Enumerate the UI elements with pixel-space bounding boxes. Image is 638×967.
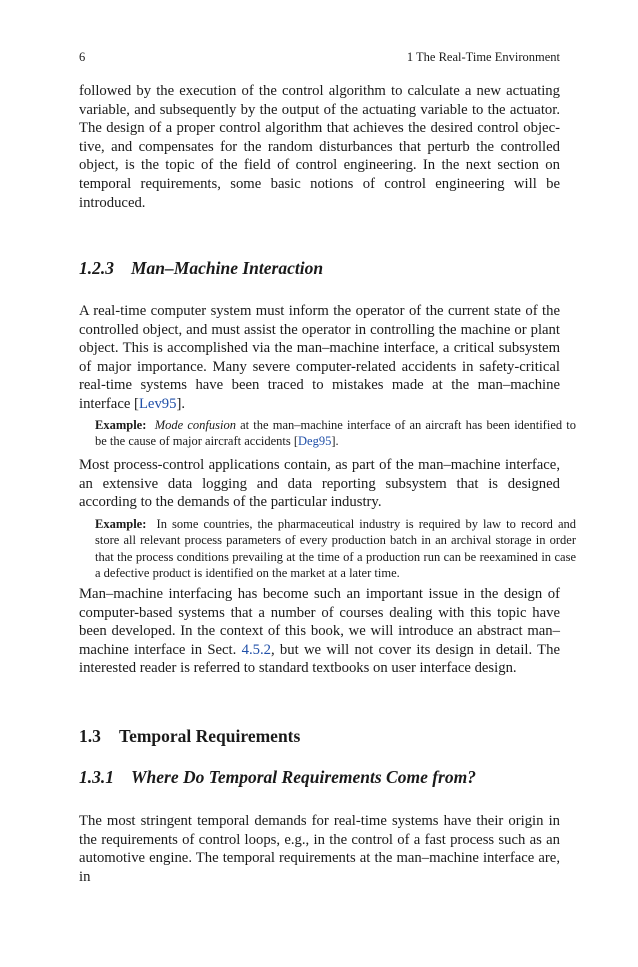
citation-link-lev95[interactable]: Lev95 <box>138 395 177 412</box>
section-number: 1.2.3 <box>79 258 114 278</box>
ref-bracket-open: [ <box>293 434 299 449</box>
example-text: In some countries, the pharmaceutical industry is required by law to record and store all relevant process parameters of every production batch in an archival storage in order that the process conditions prevailing at the time of a production run can be reexamined in case a defective product is identified on the market at a later time. <box>95 517 576 581</box>
example-label: Example: <box>95 418 147 432</box>
section-link-4-5-2[interactable]: 4.5.2 <box>241 641 271 658</box>
section-number: 1.3.1 <box>79 767 114 787</box>
paragraph-man-machine-interface <box>79 302 560 414</box>
section-title: Temporal Requirements <box>119 726 301 746</box>
citation-link-deg95[interactable]: Deg95 <box>298 434 332 449</box>
ref-bracket-close: ]. <box>176 395 186 412</box>
example-mode-confusion <box>95 417 576 450</box>
example-pharmaceutical <box>95 516 576 582</box>
paragraph-control-engineering: followed by the execution of the control algorithm to calculate a new actuating variable, and subsequently by the output of the actuating variable to the actuator. The design of a proper control algorithm that achieves the desired control objective, and compensates for the random disturbances that perturb the controlled object, is the topic of the field of control engineering. In the next section on temporal requirements, some basic notions of control engineering will be introduced. <box>79 83 560 211</box>
ref-bracket-open: [ <box>134 395 139 412</box>
example-text: at the man–machine interface of an aircraft has been identified to be the cause of major aircraft accidents <box>95 418 576 449</box>
page-number: 6 <box>79 50 86 64</box>
section-heading-1-2-3 <box>79 257 560 279</box>
section-title: Man–Machine Interaction <box>131 258 324 278</box>
paragraph-interfacing-courses <box>79 585 560 678</box>
paragraph-data-logging: Most process-control applications contain, as part of the man–machine interface, an extensive data logging and data reporting subsystem that is designed according to the demands of the particular industry. <box>79 457 560 511</box>
paragraph-temporal-demands: The most stringent temporal demands for real-time systems have their origin in the requirements of control loops, e.g., in the control of a fast process such as an automotive engine. The temporal requirements at the man–machine interface are, in <box>79 813 560 885</box>
section-title: Where Do Temporal Requirements Come from? <box>131 767 476 787</box>
example-label: Example: <box>95 517 147 531</box>
paragraph-text-after: , but we will not cover its design in detail. The interested reader is referred to standard textbooks on user interface design. <box>79 641 561 677</box>
page-header <box>79 49 560 65</box>
paragraph-text: A real-time computer system must inform the operator of the current state of the controlled object, and must assist the operator in controlling the machine or plant object. This is accomplished via the man–machine interface, a critical subsystem of major importance. Many severe computer-related accidents in safety-critical real-time systems have been traced to mistakes made at the man–machine interface <box>79 303 560 412</box>
section-number: 1.3 <box>79 726 101 746</box>
emphasis-text: Mode confusion <box>154 418 236 432</box>
section-heading-1-3-1 <box>79 766 560 788</box>
running-title: 1 The Real-Time Environment <box>406 50 560 64</box>
paragraph-text-before: Man–machine interfacing has become such an important issue in the design of computer-based systems that a number of courses dealing with this topic have been developed. In the context of this book, we will introduce an abstract man–machine interface in Sect. <box>79 586 560 658</box>
ref-bracket-close: ]. <box>331 434 339 449</box>
section-heading-1-3 <box>79 725 560 747</box>
